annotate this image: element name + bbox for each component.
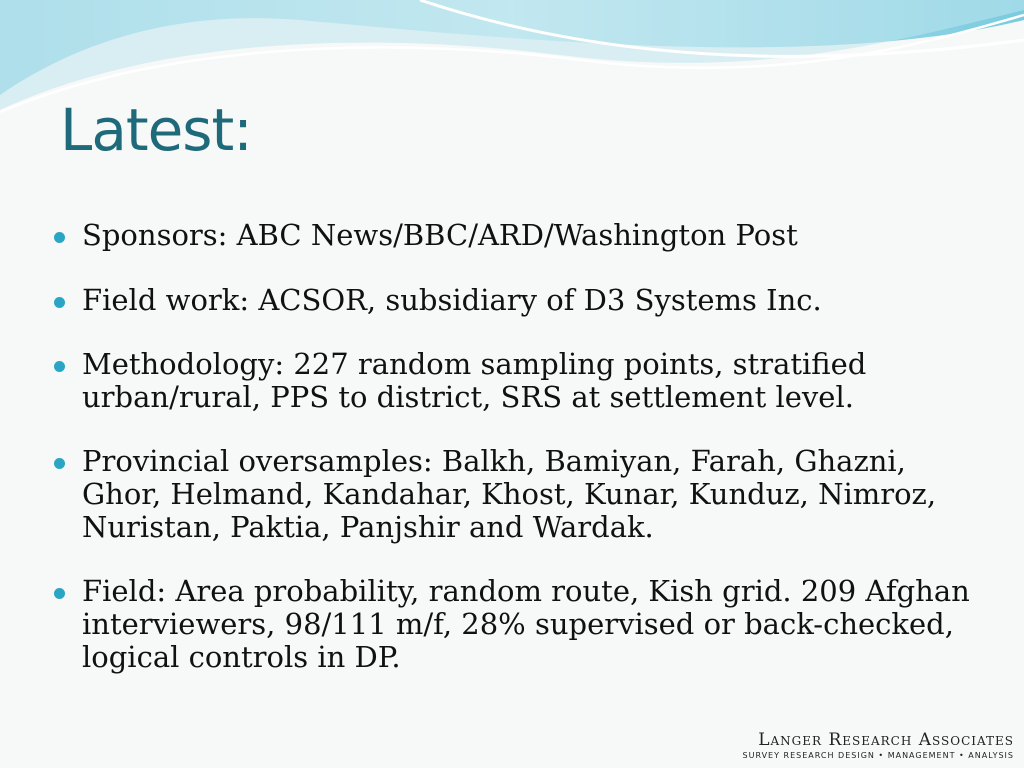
bullet-list (52, 215, 992, 674)
bullet-field (52, 575, 992, 674)
slide-title: Latest: (60, 96, 252, 164)
company-logo (734, 730, 1014, 760)
bullet-sponsors (52, 219, 992, 252)
bullet-field-work (52, 284, 992, 317)
bullet-text: Field: Area probability, random route, Kish grid. 209 Afghan interviewers, 98/111 m/f, 28% supervised or back-checked, logical controls in DP. (82, 574, 970, 674)
bullet-dot-icon (54, 361, 65, 372)
bullet-text: Methodology: 227 random sampling points, stratified urban/rural, PPS to district, SRS at settlement level. (82, 347, 867, 414)
bullet-text: Field work: ACSOR, subsidiary of D3 Systems Inc. (82, 283, 822, 317)
bullet-methodology (52, 348, 992, 414)
bullet-dot-icon (54, 297, 65, 308)
logo-name: Langer Research Associates (758, 730, 1014, 750)
bullet-dot-icon (54, 232, 65, 243)
bullet-provincial-oversamples (52, 445, 992, 544)
logo-tagline: SURVEY RESEARCH DESIGN • MANAGEMENT • ANALYSIS (742, 751, 1014, 760)
bullet-text: Sponsors: ABC News/BBC/ARD/Washington Post (82, 218, 798, 252)
bullet-dot-icon (54, 458, 65, 469)
bullet-dot-icon (54, 588, 65, 599)
bullet-text: Provincial oversamples: Balkh, Bamiyan, Farah, Ghazni, Ghor, Helmand, Kandahar, Khost, Kunar, Kunduz, Nimroz, Nuristan, Paktia, Panjshir and Wardak. (82, 444, 937, 544)
